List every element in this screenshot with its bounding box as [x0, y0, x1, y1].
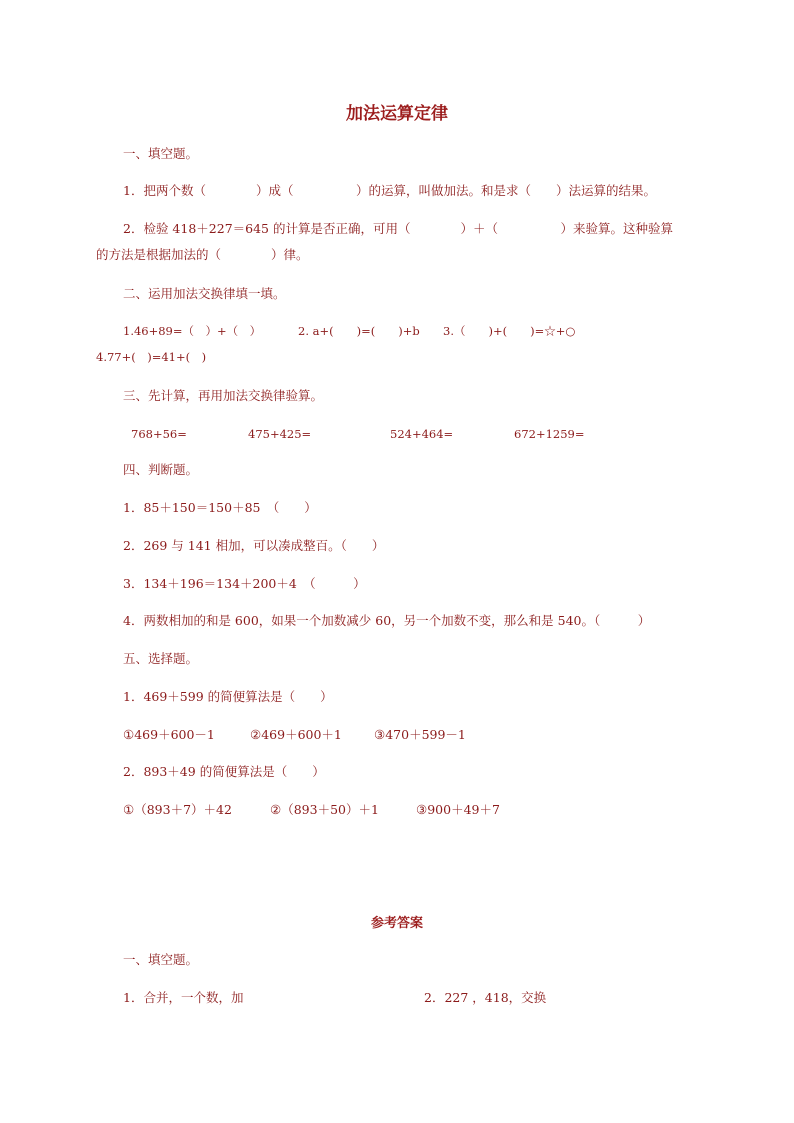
answers-heading: 一、填空题。	[123, 952, 199, 967]
question-4-3: 3．134＋196＝134＋200＋4 （ ）	[123, 576, 366, 591]
question-2-3: 3.（ )+( )=☆+○	[443, 324, 576, 338]
answer-2: 2．227 ，418，交换	[424, 990, 547, 1005]
section-5-heading: 五、选择题。	[123, 651, 199, 666]
option-5-2-b: ②（893＋50）＋1	[270, 802, 379, 817]
calc-item-3: 524+464=	[390, 427, 454, 441]
question-2-2: 2. a+( )=( )+b	[298, 324, 420, 338]
question-4-4: 4．两数相加的和是 600，如果一个加数减少 60，另一个加数不变，那么和是 540。（ ）	[123, 613, 651, 628]
section-2-heading: 二、运用加法交换律填一填。	[123, 286, 286, 301]
question-1-2-line2: 的方法是根据加法的（ ）律。	[96, 247, 309, 262]
question-5-1: 1．469＋599 的简便算法是（ ）	[123, 689, 333, 704]
question-1-2-line1: 2．检验 418＋227＝645 的计算是否正确，可用（ ）＋（ ）来验算。这种验算	[123, 221, 673, 236]
question-5-2: 2．893＋49 的简便算法是（ ）	[123, 764, 325, 779]
question-4-2: 2．269 与 141 相加，可以凑成整百。（ ）	[123, 538, 385, 553]
option-5-1-b: ②469＋600＋1	[250, 727, 342, 742]
answers-title: 参考答案	[370, 916, 423, 931]
section-3-heading: 三、先计算，再用加法交换律验算。	[123, 388, 324, 403]
question-4-1: 1．85＋150＝150＋85 （ ）	[123, 500, 317, 515]
question-2-1: 1.46+89=（ ）+（ ）	[123, 324, 262, 338]
calc-item-4: 672+1259=	[514, 427, 585, 441]
answer-1: 1．合并，一个数，加	[123, 990, 244, 1005]
option-5-1-a: ①469＋600－1	[123, 727, 215, 742]
question-1-1: 1．把两个数（ ）成（ ）的运算，叫做加法。和是求（ ）法运算的结果。	[123, 183, 656, 198]
option-5-2-c: ③900＋49＋7	[416, 802, 500, 817]
section-1-heading: 一、填空题。	[123, 146, 199, 161]
question-2-4: 4.77+( )=41+( )	[96, 350, 207, 364]
calc-item-2: 475+425=	[248, 427, 312, 441]
page-title: 加法运算定律	[346, 104, 448, 124]
calc-item-1: 768+56=	[131, 427, 187, 441]
section-4-heading: 四、判断题。	[123, 462, 199, 477]
option-5-2-a: ①（893＋7）＋42	[123, 802, 232, 817]
option-5-1-c: ③470＋599－1	[374, 727, 466, 742]
